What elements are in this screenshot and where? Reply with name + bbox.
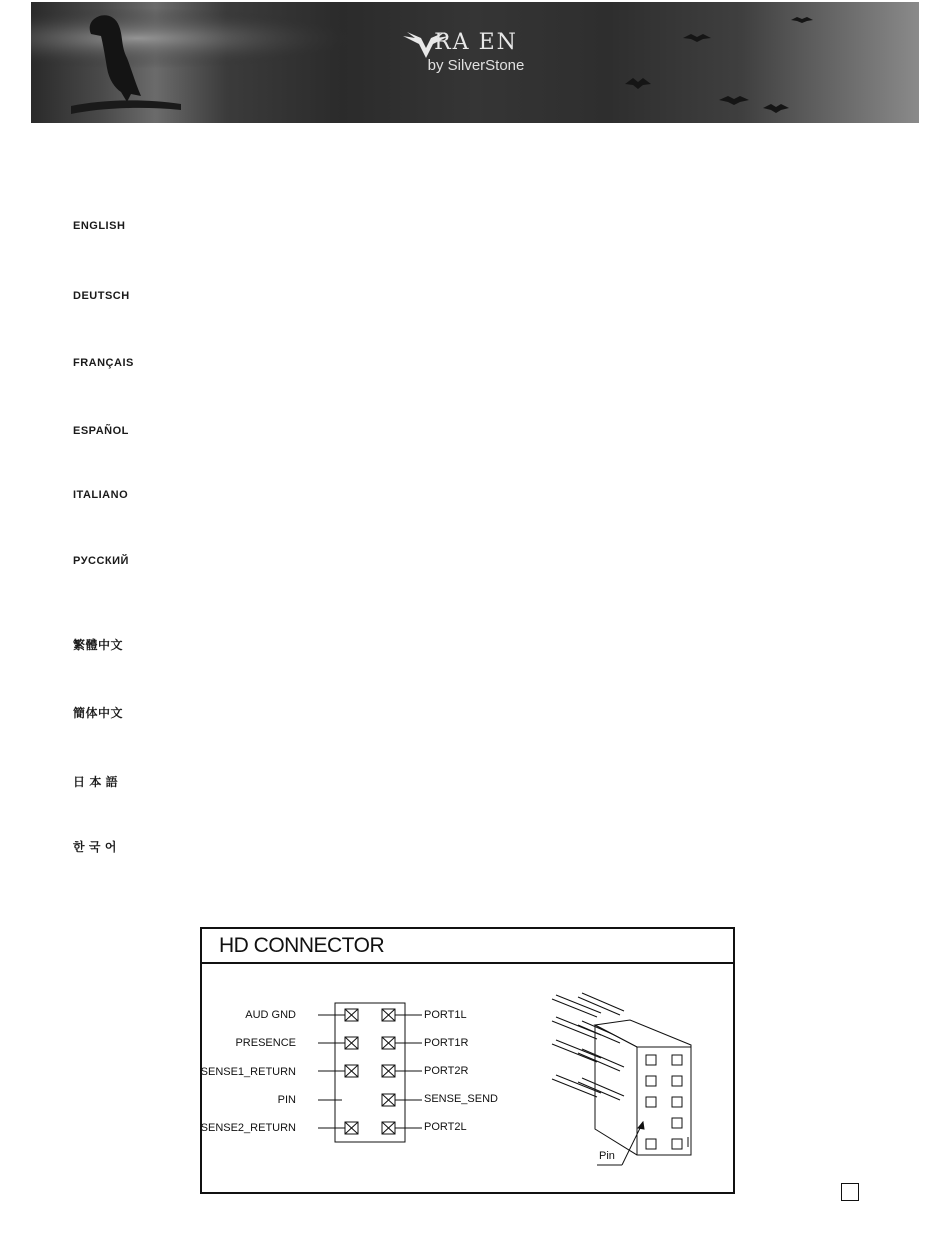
page-number-box bbox=[841, 1183, 859, 1201]
brand-logo bbox=[401, 30, 551, 74]
language-deutsch[interactable]: DEUTSCH bbox=[73, 290, 130, 302]
header-banner bbox=[31, 2, 919, 123]
logo-left-text: RA bbox=[434, 30, 471, 55]
pin-label-sense1-return: SENSE1_RETURN bbox=[200, 1066, 296, 1078]
pin-3 bbox=[345, 1037, 358, 1049]
pin-10 bbox=[382, 1122, 395, 1134]
pin-9 bbox=[345, 1122, 358, 1134]
pin-header-schematic bbox=[202, 929, 733, 1192]
language-japanese[interactable]: 日 本 語 bbox=[73, 775, 119, 789]
language-simplified-chinese[interactable]: 簡体中文 bbox=[73, 706, 124, 720]
language-espanol[interactable]: ESPAÑOL bbox=[73, 425, 129, 437]
language-traditional-chinese[interactable]: 繁體中文 bbox=[73, 638, 124, 652]
language-francais[interactable]: FRANÇAIS bbox=[73, 357, 134, 369]
pin-label-pin: PIN bbox=[277, 1094, 296, 1106]
pin-label-port2r: PORT2R bbox=[424, 1065, 469, 1077]
wings-icon bbox=[401, 30, 451, 60]
pin-5 bbox=[345, 1065, 358, 1077]
pin-2 bbox=[382, 1009, 395, 1021]
language-italiano[interactable]: ITALIANO bbox=[73, 489, 129, 501]
pin-label-aud-gnd: AUD GND bbox=[245, 1009, 296, 1021]
pin-label-sense2-return: SENSE2_RETURN bbox=[200, 1122, 296, 1134]
logo-subtitle: by SilverStone bbox=[427, 57, 525, 74]
connector-3d-drawing bbox=[552, 993, 691, 1155]
pin-label-port2l: PORT2L bbox=[424, 1121, 467, 1133]
pin-1 bbox=[345, 1009, 358, 1021]
pin-8 bbox=[382, 1094, 395, 1106]
pin-label-port1r: PORT1R bbox=[424, 1037, 469, 1049]
hd-connector-title: HD CONNECTOR bbox=[219, 934, 385, 957]
language-korean[interactable]: 한 국 어 bbox=[73, 840, 117, 854]
pin-4 bbox=[382, 1037, 395, 1049]
pin-6 bbox=[382, 1065, 395, 1077]
language-english[interactable]: ENGLISH bbox=[73, 220, 126, 232]
pin-callout-label: Pin bbox=[599, 1150, 615, 1162]
hd-connector-diagram bbox=[200, 927, 735, 1194]
pin-label-presence: PRESENCE bbox=[235, 1037, 296, 1049]
pin-label-port1l: PORT1L bbox=[424, 1009, 467, 1021]
pin-label-sense-send: SENSE_SEND bbox=[424, 1093, 498, 1105]
language-russian[interactable]: РУССКИЙ bbox=[73, 555, 129, 567]
logo-right-text: EN bbox=[478, 30, 518, 55]
